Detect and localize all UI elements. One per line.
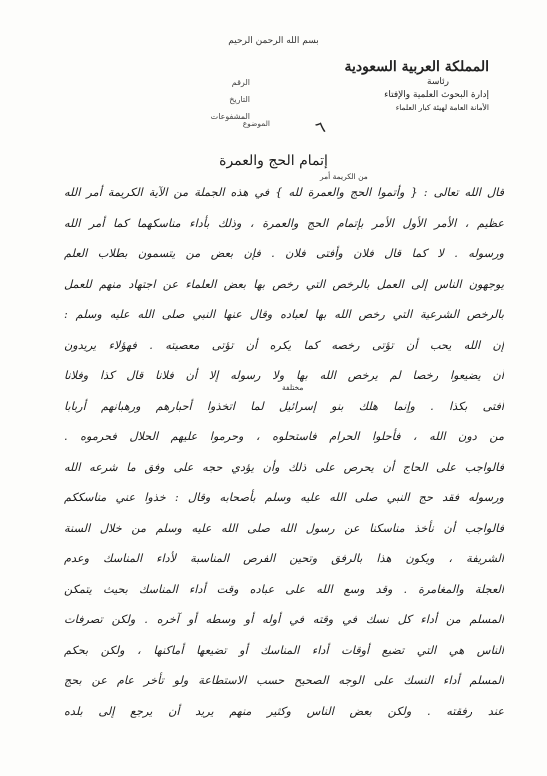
letter-reference-fields xyxy=(150,74,250,125)
body-line: من دون الله ، فأحلوا الحرام فاستحلوه ، وحرموا عليهم الحلال فحرموه . xyxy=(64,430,504,443)
presidency-label: رئاسة xyxy=(427,77,449,87)
letterhead-issuer xyxy=(339,58,489,113)
date-field-label: التاريخ xyxy=(229,95,250,104)
body-line: أن يضيعوا رخصا لم يرخص الله بها ولا رسوله إلا أن فلانا قال كذا وفلانا xyxy=(64,369,504,382)
basmala: بسم الله الرحمن الرحيم xyxy=(228,36,319,46)
country-name: المملكة العربية السعودية xyxy=(344,59,489,75)
body-line: الناس هي التي تضيع أوقات أداء المناسك أو تضيعها أماكنها ، ولكن بحكم xyxy=(64,643,504,657)
body-line: عند رفقته . ولكن بعض الناس وكثير منهم يريد أن يرجع إلى بلده xyxy=(64,704,504,718)
secretariat-name: الأمانة العامة لهيئة كبار العلماء xyxy=(395,103,489,112)
body-line: العجلة والمغامرة . وقد وسع الله على عباده وقت أداء المناسك بحيث يتمكن xyxy=(64,582,504,596)
handwritten-body xyxy=(64,178,504,727)
insertion-note: مختلفة xyxy=(282,383,304,392)
insertion-note: من الكريمة أمر xyxy=(320,172,368,181)
body-line: ورسوله فقد حج النبي صلى الله عليه وسلم بأصحابه وقال : خذوا عني مناسككم xyxy=(64,491,504,504)
body-line: إن الله يحب أن تؤتى رخصه كما يكره أن تؤتى معصيته . فهؤلاء يريدون xyxy=(64,338,504,352)
body-line: ورسوله . لا كما قال فلان وأفتى فلان . فإن بعض من يتسمون بطلاب العلم xyxy=(64,247,504,260)
body-line: فالواجب أن نأخذ مناسكنا عن رسول الله صلى الله عليه وسلم من خلال السنة xyxy=(64,521,504,535)
body-line: عظيم ، الأمر الأول الأمر بإتمام الحج والعمرة ، وذلك بأداء مناسكهما كما أمر الله xyxy=(64,216,504,230)
department-name: إدارة البحوث العلمية والإفتاء xyxy=(384,90,489,100)
body-line: المسلم أداء النسك على الوجه الصحيح حسب الاستطاعة ولو تأخر عام عن بحج xyxy=(64,674,504,687)
body-line: أفتى بكذا . وإنما هلك بنو إسرائيل لما اتخذوا أحبارهم ورهبانهم أربابا xyxy=(64,399,504,413)
attachments-field-label: المشفوعات xyxy=(210,112,250,121)
number-field-label: الرقم xyxy=(231,78,250,87)
body-line: فالواجب على الحاج أن يحرص على ذلك وأن يؤدي حجه على وفق ما شرعه الله xyxy=(64,460,504,474)
body-line: قال الله تعالى : { وأتموا الحج والعمرة لله } في هذه الجملة من الآية الكريمة أمر الله xyxy=(64,186,504,199)
handwritten-page-mark: ٦ xyxy=(313,117,328,138)
body-line: بالرخص الشرعية التي رخص الله بها لعباده وقال عنها النبي صلى الله عليه وسلم : xyxy=(64,308,504,321)
body-line: يوجهون الناس إلى العمل بالرخص التي رخص بها بعض العلماء عن اجتهاد منهم للعمل xyxy=(64,277,504,291)
document-title: إتمام الحج والعمرة xyxy=(219,153,328,169)
body-line: المسلم من أداء كل نسك في وقته في أوله أو وسطه أو آخره . ولكن تصرفات xyxy=(64,613,504,626)
body-line: الشريفة ، ويكون هذا بالرفق وتحين الفرص المناسبة لأداء المناسك وعدم xyxy=(64,552,504,565)
subject-field-label: الموضوع xyxy=(242,119,270,128)
